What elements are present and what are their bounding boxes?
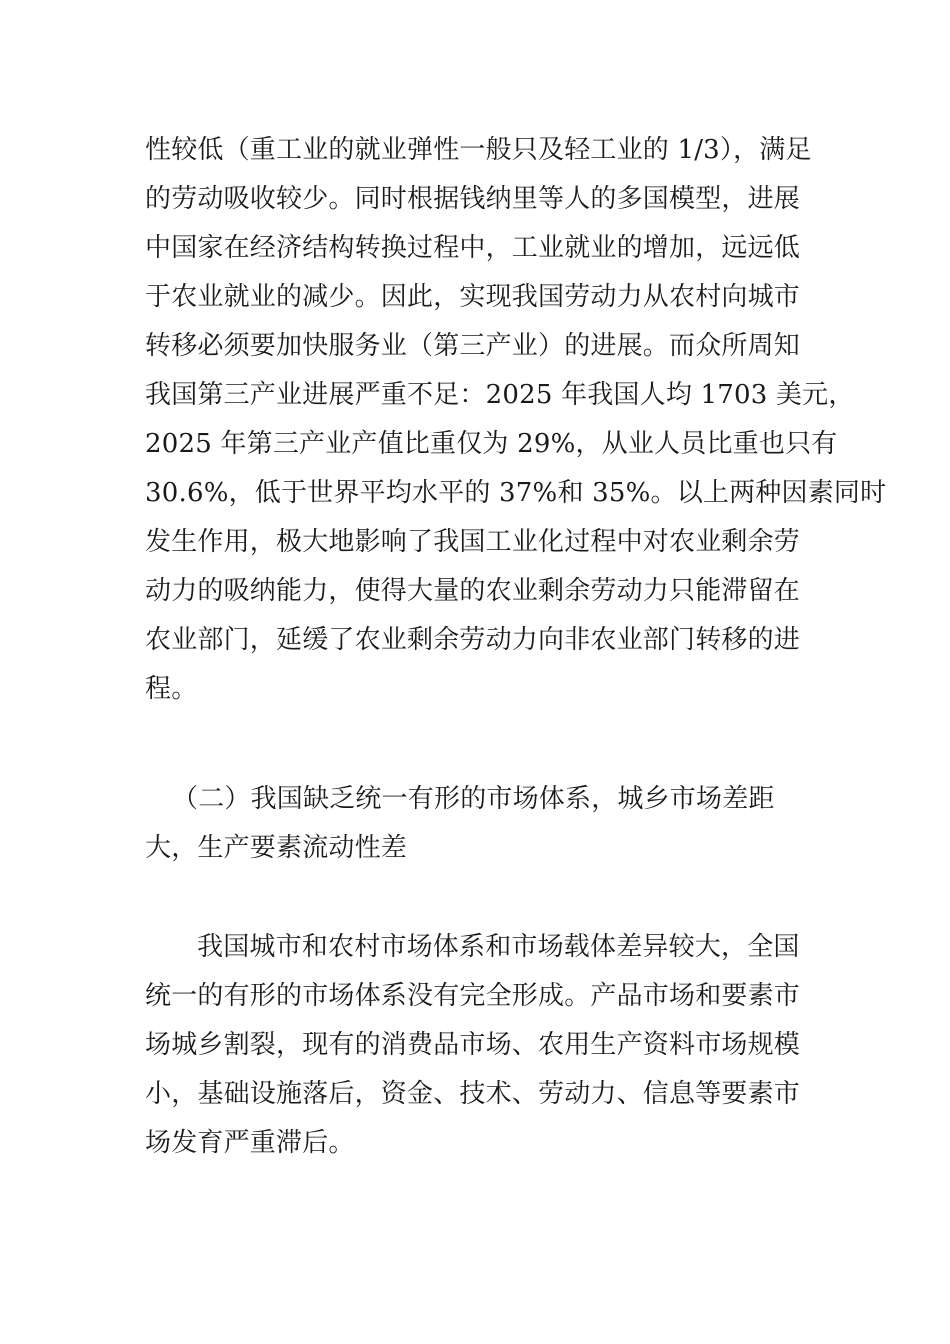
paragraph-line: 我国第三产业进展严重不足：2025 年我国人均 1703 美元，	[145, 380, 855, 410]
paragraph-line: 转移必须要加快服务业（第三产业）的进展。而众所周知	[145, 331, 801, 361]
paragraph-line: 性较低（重工业的就业弹性一般只及轻工业的 1/3），满足	[145, 135, 812, 165]
paragraph-line: 于农业就业的减少。因此，实现我国劳动力从农村向城市	[145, 282, 801, 312]
paragraph-line: 动力的吸纳能力，使得大量的农业剩余劳动力只能滞留在	[145, 576, 801, 606]
paragraph-line: 我国城市和农村市场体系和市场载体差异较大，全国	[197, 932, 800, 962]
paragraph-line: 农业部门，延缓了农业剩余劳动力向非农业部门转移的进	[145, 625, 801, 655]
paragraph-line: 程。	[145, 674, 198, 704]
paragraph-line: 发生作用，极大地影响了我国工业化过程中对农业剩余劳	[145, 527, 801, 557]
heading-line: （二）我国缺乏统一有形的市场体系，城乡市场差距	[172, 784, 775, 814]
heading-line: 大，生产要素流动性差	[145, 833, 408, 863]
paragraph-line: 中国家在经济结构转换过程中，工业就业的增加，远远低	[145, 233, 801, 263]
paragraph-line: 的劳动吸收较少。同时根据钱纳里等人的多国模型，进展	[145, 184, 801, 214]
paragraph-line: 统一的有形的市场体系没有完全形成。产品市场和要素市	[145, 981, 801, 1011]
paragraph-line: 场发育严重滞后。	[145, 1128, 355, 1158]
paragraph-line: 小，基础设施落后，资金、技术、劳动力、信息等要素市	[145, 1079, 801, 1109]
paragraph-line: 2025 年第三产业产值比重仅为 29%，从业人员比重也只有	[145, 429, 838, 459]
paragraph-line: 30.6%，低于世界平均水平的 37%和 35%。以上两种因素同时	[145, 478, 887, 508]
paragraph-line: 场城乡割裂，现有的消费品市场、农用生产资料市场规模	[145, 1030, 801, 1060]
